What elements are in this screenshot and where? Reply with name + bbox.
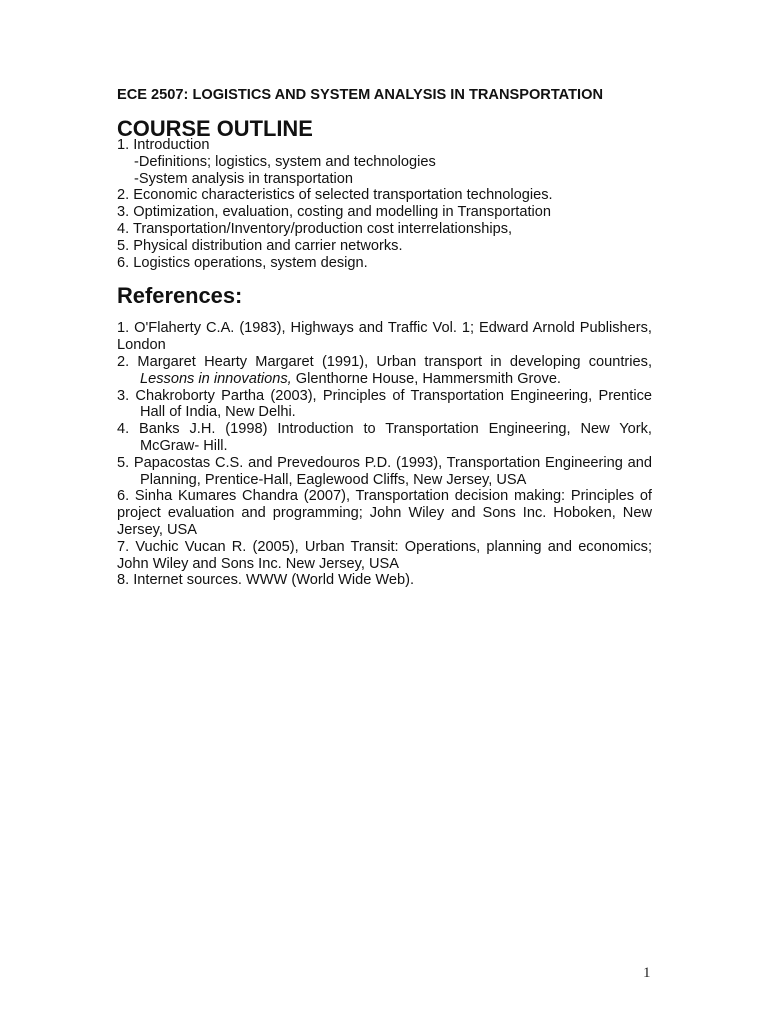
outline-item: 1. Introduction [117, 137, 210, 153]
outline-item: 4. Transportation/Inventory/production cost interrelationships, [117, 220, 513, 237]
document-page [117, 86, 652, 589]
outline-item: 6. Logistics operations, system design. [117, 254, 368, 271]
reference-item: 6. Sinha Kumares Chandra (2007), Transportation decision making: Principles of project evaluation and programming; John Wiley and Sons Inc. Hoboken, New Jersey, USA [117, 488, 652, 538]
references-heading: References: [117, 283, 243, 309]
outline-item: 5. Physical distribution and carrier networks. [117, 237, 403, 254]
references-list [117, 320, 652, 589]
reference-item: 8. Internet sources. WWW (World Wide Web). [117, 572, 415, 589]
course-outline-heading: COURSE OUTLINE [117, 116, 313, 141]
outline-item: 3. Optimization, evaluation, costing and modelling in Transportation [117, 204, 552, 221]
document-title: ECE 2507: LOGISTICS AND SYSTEM ANALYSIS IN TRANSPORTATION [117, 87, 603, 103]
reference-item: 1. O'Flaherty C.A. (1983), Highways and Traffic Vol. 1; Edward Arnold Publishers, London [117, 320, 652, 354]
reference-item: 4. Banks J.H. (1998) Introduction to Transportation Engineering, New York, McGraw- Hill. [117, 421, 652, 454]
page-number: 1 [643, 965, 651, 981]
outline-item: 2. Economic characteristics of selected transportation technologies. [117, 187, 553, 204]
reference-item: 3. Chakroborty Partha (2003), Principles of Transportation Engineering, Prentice Hall of India, New Delhi. [117, 387, 652, 421]
reference-item [117, 354, 652, 388]
reference-text-rest: Glenthorne House, Hammersmith Grove. [291, 370, 561, 387]
reference-italic-title: Lessons in innovations, [140, 370, 292, 387]
reference-item: 5. Papacostas C.S. and Prevedouros P.D. (1993), Transportation Engineering and Planning, Prentice-Hall, Eaglewood Cliffs, New Jersey, USA [117, 454, 652, 488]
outline-subitem: -Definitions; logistics, system and technologies [134, 153, 436, 170]
course-outline-list [117, 137, 652, 271]
reference-item: 7. Vuchic Vucan R. (2005), Urban Transit: Operations, planning and economics; John Wiley and Sons Inc. New Jersey, USA [117, 538, 652, 572]
outline-subitem: -System analysis in transportation [134, 170, 353, 187]
reference-text: 2. Margaret Hearty Margaret (1991), Urban transport in developing countries, [117, 353, 652, 370]
